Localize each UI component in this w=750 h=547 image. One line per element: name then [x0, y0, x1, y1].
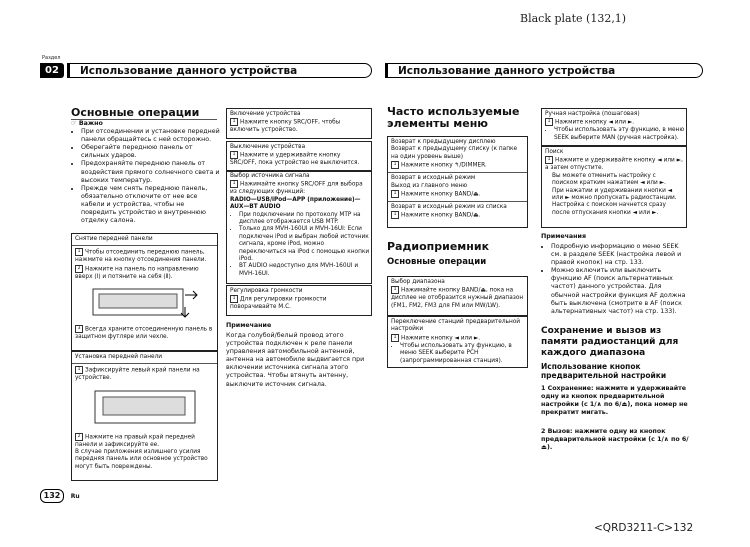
box-title: Установка передней панели — [75, 354, 163, 360]
list-item: • При отсоединении и установке передней панели обращайтесь с ней осторожно. — [81, 128, 221, 144]
step-text: Зафиксируйте левый край панели на устройстве. — [75, 367, 200, 382]
list-item: • При подключении по протоколу MTP на дисплее отображается USB MTP. — [239, 212, 371, 227]
list-item: • Чтобы использовать эту функцию, в меню SEEK выберите PCH (запрограммированная станция). — [400, 343, 527, 365]
step-number: 1 — [391, 211, 399, 219]
step-text: Нажмите и удерживайте кнопку ◄ или ►, а затем отпустите. — [545, 157, 683, 172]
power-on-box — [226, 108, 372, 139]
step-number: 1 — [545, 118, 553, 126]
list-item: • Чтобы использовать эту функцию, в меню SEEK выберите MAN (ручная настройка). — [554, 127, 686, 142]
step-text: Нажмите на правый край передней панели и зафиксируйте ее. — [75, 434, 195, 448]
box-text: При нажатии и удерживании кнопки ◄ или ► можно пропускать радиостанции. Настройка с поиском начнется сразу после отпускания кнопки ◄ или ►. — [552, 187, 677, 216]
step-number: 1 — [230, 180, 238, 188]
list-item: • Можно включить или выключить функцию AF (поиск альтернативных частот) данного устройства. Для обычной настройки функция AF должна быть выключена (смотрите в AF (поиск альтернативных частот) на стр. 133). — [551, 267, 687, 316]
section-label: Раздел — [42, 55, 61, 61]
memory-step-1: 1 Сохранение: нажмите и удерживайте одну из кнопок предварительной настройки (с 1/∧ по 6/⏏), пока номер не прекратит мигать. — [541, 385, 688, 417]
step-text: Нажмите и удерживайте кнопку SRC/OFF, пока устройство не выключится. — [230, 152, 360, 167]
menu-box — [387, 136, 528, 228]
step-number: 3 — [75, 325, 83, 333]
language-code: Ru — [70, 493, 80, 500]
list-item: • Прежде чем снять переднюю панель, обязательно отключите от нее все кабели и устройства, чтобы не повредить устройство и внутреннюю отделку салона. — [81, 185, 221, 225]
list-item: • BT AUDIO недоступно для MVH-160UI и MVH-16UI. — [239, 263, 371, 278]
power-off-box — [226, 141, 372, 172]
panel-detach-illustration — [75, 283, 215, 323]
step-text: Нажмите кнопку SRC/OFF, чтобы включить устройство. — [230, 119, 341, 134]
box-title: Выбор источника сигнала — [230, 173, 310, 179]
plate-label: Black plate (132,1) — [520, 12, 627, 25]
step-text: Нажмите кнопку ◄ или ►. — [555, 119, 635, 126]
source-chain: RADIO—USB/iPod—APP (приложение)—AUX—BT AUDIO — [230, 196, 361, 211]
header-left: Использование данного устройства — [67, 63, 372, 78]
list-item: • Подробную информацию о меню SEEK см. в разделе SEEK (настройка левой и правой кнопок) на стр. 133. — [551, 243, 687, 267]
seek-box — [541, 146, 687, 228]
step-number: 1 — [391, 286, 399, 294]
step-number: 1 — [230, 151, 238, 159]
panel-attach-illustration — [75, 385, 215, 431]
section-number: 02 — [40, 63, 64, 78]
radio-subtitle: Основные операции — [387, 257, 487, 267]
box-title: Выбор диапазона — [391, 279, 445, 285]
notes-list — [541, 243, 687, 316]
step-text: Нажимайте кнопку SRC/OFF для выбора из следующих функций: — [230, 181, 363, 196]
note-text: Когда голубой/белый провод этого устройства подключен к реле панели управления автомобильной антенной, антенна на автомобиле выдвигается при включении источника сигнала этого устройства. Чтобы втянуть антенну, выключите источник сигнала. — [226, 332, 365, 388]
list-item: • Оберегайте переднюю панель от сильных ударов. — [81, 144, 221, 160]
box-title: Поиск — [545, 149, 564, 155]
col3-title: Часто используемые элементы меню — [387, 105, 520, 130]
radio-title: Радиоприемник — [387, 240, 490, 253]
page-footer — [40, 489, 80, 503]
step-number: 1 — [391, 190, 399, 198]
menu-text: Возврат в исходный режим из списка — [391, 203, 507, 210]
note-title: Примечание — [226, 322, 272, 329]
step-text: Для регулировки громкости поворачивайте M.C. — [230, 296, 327, 311]
memory-step-2: 2 Вызов: нажмите одну из кнопок предварительной настройки (с 1/∧ по 6/⏏). — [541, 428, 689, 452]
step-number: 1 — [75, 366, 83, 374]
step-number: 1 — [391, 334, 399, 342]
preset-box — [387, 316, 528, 368]
step-text: Нажмите кнопку BAND/⏏. — [401, 212, 481, 219]
important-block — [71, 120, 221, 225]
menu-text: Возврат к предыдущему дисплею — [391, 139, 496, 145]
step-text: Нажимайте кнопку BAND/⏏, пока на дисплее не отобразится нужный диапазон (FM1, FM2, FM3 для FM или MW/LW). — [391, 287, 524, 309]
memory-title: Сохранение и вызов из памяти радиостанций для каждого диапазона — [541, 326, 679, 358]
menu-text: Возврат к предыдущему списку (к папке на один уровень выше) — [391, 146, 518, 160]
box-title: Снятие передней панели — [75, 236, 153, 242]
menu-text: Возврат в исходный режим — [391, 175, 476, 182]
important-icon: ☞ — [71, 120, 79, 127]
memory-subtitle: Использование кнопок предварительной настройки — [541, 362, 667, 380]
col1-title: Основные операции — [71, 106, 200, 119]
box-note: В случае приложения излишнего усилия передняя панель или основное устройство могут быть повреждены. — [75, 449, 208, 470]
band-box — [387, 276, 528, 316]
volume-box — [226, 285, 372, 316]
important-label: Важно — [78, 120, 103, 127]
attach-panel-box — [71, 351, 218, 481]
step-text: Всегда храните отсоединенную панель в защитном футляре или чехле. — [75, 326, 213, 340]
document-code: <QRD3211-C>132 — [594, 522, 694, 534]
step-number: 1 — [75, 248, 83, 256]
step-number: 2 — [75, 265, 83, 273]
step-text: Нажмите на панель по направлению вверх (Ⅰ) и потяните на себя (Ⅱ). — [75, 266, 199, 280]
page-number: 132 — [40, 489, 64, 503]
box-title: Включение устройства — [230, 111, 301, 117]
list-item: • Только для MVH-160UI и MVH-16UI: Если подключен iPod и выбран любой источник сигнала, кроме iPod, можно переключиться на iPod с помощью кнопки iPod. — [239, 226, 371, 263]
notes-title: Примечания — [541, 233, 586, 240]
box-title: Ручная настройка (пошаговая) — [545, 111, 640, 117]
remove-panel-box — [71, 233, 218, 351]
box-title: Переключение станций предварительной настройки — [391, 319, 521, 333]
step-number: 1 — [391, 161, 399, 169]
step-text: Нажмите кнопку BAND/⏏. — [401, 191, 481, 198]
list-item: • Предохраняйте переднюю панель от воздействия прямого солнечного света и высоких температур. — [81, 160, 221, 184]
step-number: 1 — [230, 118, 238, 126]
manual-tune-box — [541, 108, 687, 146]
menu-text: Выход из главного меню — [391, 182, 468, 189]
header-right: Использование данного устройства — [385, 63, 703, 78]
step-number: 2 — [75, 433, 83, 441]
step-number: 1 — [545, 156, 553, 164]
box-title: Регулировка громкости — [230, 288, 303, 294]
step-number: 1 — [230, 295, 238, 303]
step-text: Чтобы отсоединить переднюю панель, нажмите на кнопку отсоединения панели. — [75, 249, 207, 264]
step-text: Нажмите кнопку ◄ или ►. — [401, 335, 481, 342]
box-text: Вы можете отменить настройку с поиском кратким нажатием ◄ или ►. — [552, 172, 666, 187]
step-text: Нажмите кнопку ↰/DIMMER. — [401, 162, 487, 169]
source-select-box — [226, 170, 372, 284]
box-title: Выключение устройства — [230, 144, 306, 150]
